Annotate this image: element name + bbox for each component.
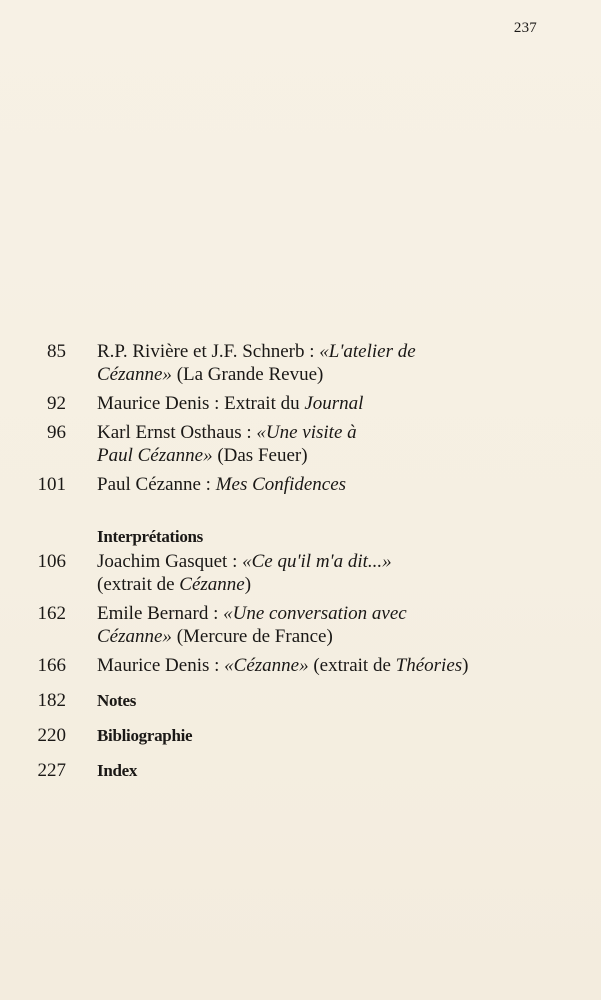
toc-entry (30, 550, 570, 596)
toc-entry-text: Maurice Denis : Extrait du Journal (97, 393, 364, 414)
toc-page-number: 182 (37, 690, 66, 711)
section-heading: Interprétations (97, 527, 203, 546)
toc-entry-text: Paul Cézanne : Mes Confidences (97, 474, 347, 495)
toc-page-number: 85 (47, 341, 66, 362)
toc-page-number: 227 (37, 760, 66, 781)
toc-entry (30, 759, 570, 782)
toc-page-number: 166 (37, 655, 66, 676)
toc-entry (30, 724, 570, 747)
toc-entry (30, 654, 570, 677)
toc-entry-text: Joachim Gasquet : «Ce qu'il m'a dit...» (extrait de Cézanne) (97, 551, 392, 595)
toc-entry (30, 421, 570, 467)
toc-entry-text: Index (97, 761, 138, 780)
toc-entry (30, 473, 570, 496)
toc-page-number: 92 (47, 393, 66, 414)
toc-page-number: 162 (37, 603, 66, 624)
toc-entry (30, 392, 570, 415)
toc-entry-text: Notes (97, 691, 137, 710)
page-number: 237 (513, 20, 537, 36)
toc-entry-text: Emile Bernard : «Une conversation avec Cézanne» (Mercure de France) (97, 603, 407, 647)
toc-entry (30, 689, 570, 712)
toc-page-number: 106 (37, 551, 66, 572)
toc-entry-text: Bibliographie (97, 726, 193, 745)
toc-page-number: 220 (37, 725, 66, 746)
toc-entry-text: Maurice Denis : «Cézanne» (extrait de Théories) (97, 655, 469, 676)
toc-page-number: 101 (37, 474, 66, 495)
toc-entry-text: Karl Ernst Osthaus : «Une visite à Paul Cézanne» (Das Feuer) (97, 422, 357, 466)
toc-page-number: 96 (47, 422, 66, 443)
toc-entry (30, 340, 570, 386)
toc-entry (30, 602, 570, 648)
toc-entry-text: R.P. Rivière et J.F. Schnerb : «L'atelier de Cézanne» (La Grande Revue) (97, 341, 416, 385)
table-of-contents (30, 340, 570, 782)
